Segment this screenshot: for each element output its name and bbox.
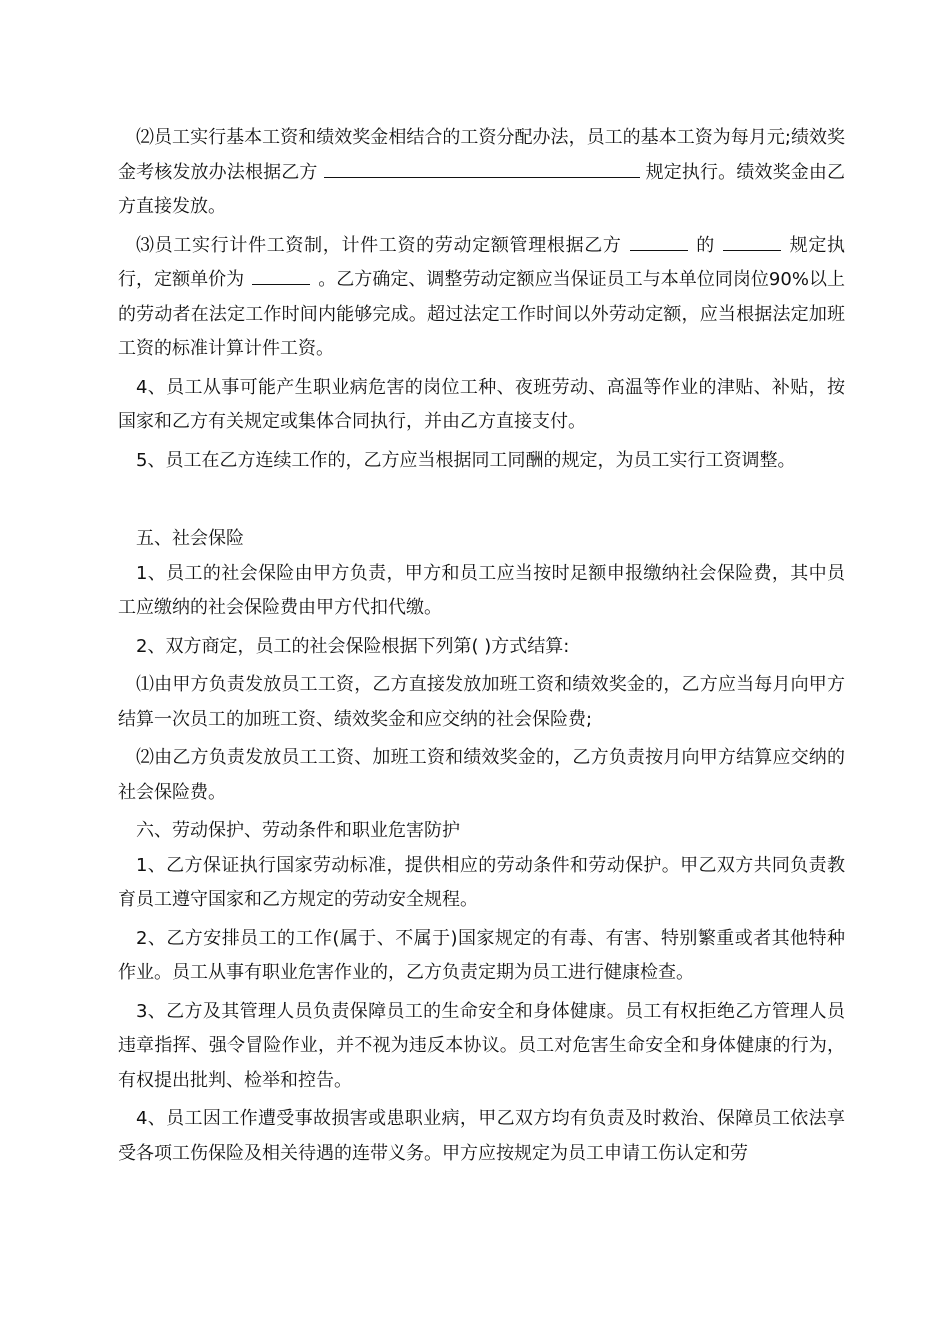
paragraph-wage-performance: ⑵员工实行基本工资和绩效奖金相结合的工资分配办法，员工的基本工资为每月元;绩效奖金考核发放办法根据乙方 规定执行。绩效奖金由乙方直接发放。 xyxy=(118,127,845,217)
paragraph-protection-3: 3、乙方及其管理人员负责保障员工的生命安全和身体健康。员工有权拒绝乙方管理人员违章指挥、强令冒险作业，并不视为违反本协议。员工对危害生命安全和身体健康的行为，有权提出批判、检举和控告。 xyxy=(118,1000,845,1091)
paragraph-allowance: 4、员工从事可能产生职业病危害的岗位工种、夜班劳动、高温等作业的津贴、补贴，按国家和乙方有关规定或集体合同执行，并由乙方直接支付。 xyxy=(118,376,845,432)
paragraph-insurance-option-1: ⑴由甲方负责发放员工工资，乙方直接发放加班工资和绩效奖金的，乙方应当每月向甲方结算一次员工的加班工资、绩效奖金和应交纳的社会保险费; xyxy=(118,674,845,730)
paragraph-piece-rate: ⑶员工实行计件工资制，计件工资的劳动定额管理根据乙方 的 规定执行，定额单价为 。乙方确定、调整劳动定额应当保证员工与本单位同岗位90%以上的劳动者在法定工作时间内能够完成。超过法定工作时间以外劳动定额，应当根据法定加班工资的标准计算计件工资。 xyxy=(118,234,846,359)
paragraph-insurance-option-2: ⑵由乙方负责发放员工工资、加班工资和绩效奖金的，乙方负责按月向甲方结算应交纳的社会保险费。 xyxy=(118,747,845,803)
fill-in-blank[interactable] xyxy=(630,236,688,251)
paragraph-protection-1: 1、乙方保证执行国家劳动标准，提供相应的劳动条件和劳动保护。甲乙双方共同负责教育员工遵守国家和乙方规定的劳动安全规程。 xyxy=(118,854,845,910)
paragraph-insurance-1: 1、员工的社会保险由甲方负责，甲方和员工应当按时足额申报缴纳社会保险费，其中员工应缴纳的社会保险费由甲方代扣代缴。 xyxy=(118,562,845,618)
paragraph-protection-4: 4、员工因工作遭受事故损害或患职业病，甲乙双方均有负责及时救治、保障员工依法享受各项工伤保险及相关待遇的连带义务。甲方应按规定为员工申请工伤认定和劳 xyxy=(118,1108,845,1164)
document-body xyxy=(118,121,845,1175)
fill-in-blank[interactable] xyxy=(723,236,781,251)
section-gap xyxy=(118,482,845,522)
paragraph-insurance-2: 2、双方商定，员工的社会保险根据下列第( )方式结算: xyxy=(136,635,570,657)
paragraph-wage-adjustment: 5、员工在乙方连续工作的，乙方应当根据同工同酬的规定，为员工实行工资调整。 xyxy=(136,449,796,471)
fill-in-blank[interactable] xyxy=(324,163,640,178)
fill-in-blank[interactable] xyxy=(252,270,310,285)
section-heading-labor-protection: 六、劳动保护、劳动条件和职业危害防护 xyxy=(136,820,460,841)
section-heading-social-insurance: 五、社会保险 xyxy=(136,528,244,549)
paragraph-protection-2: 2、乙方安排员工的工作(属于、不属于)国家规定的有毒、有害、特别繁重或者其他特种作业。员工从事有职业危害作业的，乙方负责定期为员工进行健康检查。 xyxy=(118,927,845,983)
